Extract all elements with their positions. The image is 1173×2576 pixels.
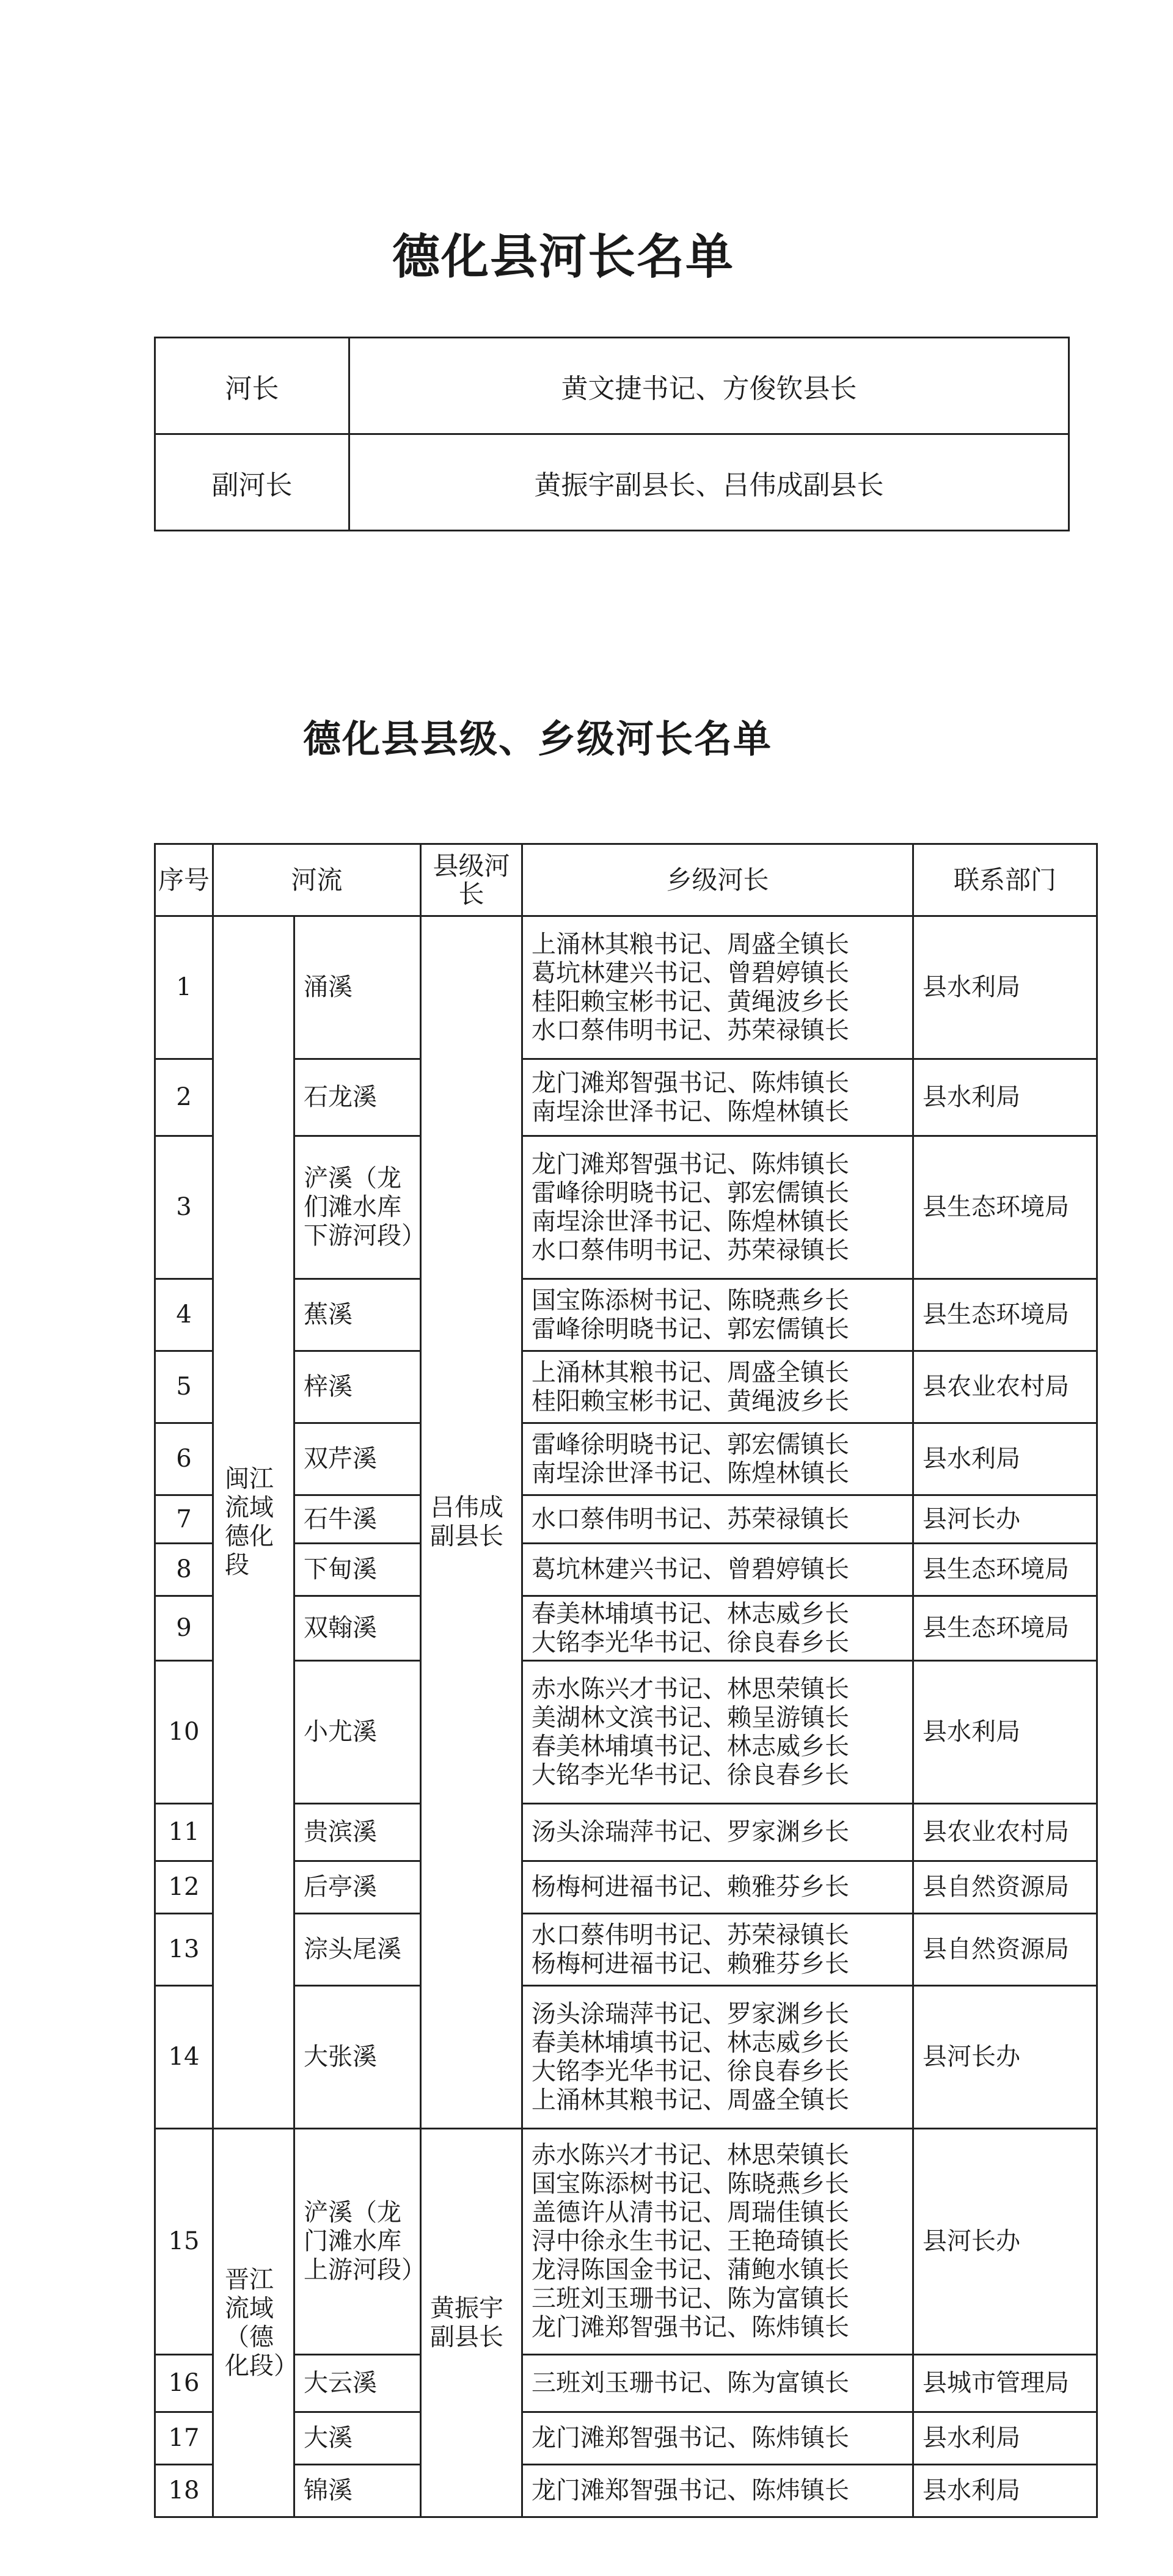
contact-dept: 县水利局 [913,916,1097,1059]
town-chief-line: 龙浔陈国金书记、蒲鲍水镇长 [532,2256,850,2284]
river-chief-table [154,337,1070,531]
river-name: 后亭溪 [294,1861,421,1914]
county-town-river-chief-table [154,843,1098,2518]
town-chief-line: 汤头涂瑞萍书记、罗家渊乡长 [532,1999,850,2028]
row-number: 12 [155,1861,213,1914]
river-name: 蕉溪 [294,1279,421,1351]
river-name: 小尤溪 [294,1661,421,1804]
row-number: 17 [155,2412,213,2465]
contact-dept: 县水利局 [913,1661,1097,1804]
page-title: 德化县河长名单 [392,229,734,285]
table-row [155,1136,1097,1279]
river-name: 大张溪 [294,1986,421,2129]
town-chief-line: 南埕涂世泽书记、陈煌林镇长 [532,1207,850,1236]
row-number: 3 [155,1136,213,1279]
names-cell: 黄振宇副县长、吕伟成副县长 [349,434,1069,531]
contact-dept: 县水利局 [913,1059,1097,1136]
town-chief-line: 水口蔡伟明书记、苏荣禄镇长 [532,1236,850,1264]
river-name: 贵滨溪 [294,1804,421,1861]
town-chief-line: 大铭李光华书记、徐良春乡长 [532,2057,850,2085]
table-row [155,434,1069,531]
town-chief-cell [522,916,913,1059]
town-chief-line: 三班刘玉珊书记、陈为富镇长 [532,2285,850,2313]
town-chief-cell [522,2129,913,2355]
town-chief-line: 大铭李光华书记、徐良春乡长 [532,1628,850,1657]
row-number: 9 [155,1596,213,1661]
town-chief-line: 汤头涂瑞萍书记、罗家渊乡长 [532,1818,850,1846]
town-chief-line: 龙门滩郑智强书记、陈炜镇长 [532,1150,850,1178]
river-name: 浐溪（龙们滩水库下游河段） [294,1136,421,1279]
header-town-chief: 乡级河长 [522,844,913,916]
town-chief-cell [522,1351,913,1423]
town-chief-cell [522,1544,913,1596]
table-row [155,2129,1097,2355]
table-row [155,2412,1097,2465]
contact-dept: 县水利局 [913,2465,1097,2517]
basin-cell: 闽江流域德化段 [213,916,294,2129]
town-chief-cell [522,1986,913,2129]
names-cell: 黄文捷书记、方俊钦县长 [349,338,1069,434]
table-row [155,1423,1097,1495]
table-row [155,1596,1097,1661]
header-number: 序号 [155,844,213,916]
row-number: 7 [155,1495,213,1544]
town-chief-line: 南埕涂世泽书记、陈煌林镇长 [532,1459,850,1487]
row-number: 18 [155,2465,213,2517]
contact-dept: 县生态环境局 [913,1279,1097,1351]
town-chief-line: 三班刘玉珊书记、陈为富镇长 [532,2369,850,2397]
town-chief-line: 雷峰徐明晓书记、郭宏儒镇长 [532,1178,850,1207]
contact-dept: 县自然资源局 [913,1914,1097,1986]
contact-dept: 县农业农村局 [913,1351,1097,1423]
town-chief-line: 雷峰徐明晓书记、郭宏儒镇长 [532,1430,850,1459]
town-chief-line: 桂阳赖宝彬书记、黄绳波乡长 [532,1387,850,1415]
contact-dept: 县城市管理局 [913,2355,1097,2412]
table-row [155,1351,1097,1423]
town-chief-line: 春美林埔填书记、林志威乡长 [532,2028,850,2057]
contact-dept: 县农业农村局 [913,1804,1097,1861]
town-chief-line: 上涌林其粮书记、周盛全镇长 [532,930,850,958]
row-number: 4 [155,1279,213,1351]
river-name: 石牛溪 [294,1495,421,1544]
row-number: 5 [155,1351,213,1423]
table-row [155,2465,1097,2517]
river-name: 锦溪 [294,2465,421,2517]
town-chief-cell [522,2355,913,2412]
town-chief-line: 水口蔡伟明书记、苏荣禄镇长 [532,1016,850,1045]
contact-dept: 县生态环境局 [913,1136,1097,1279]
town-chief-line: 赤水陈兴才书记、林思荣镇长 [532,2141,850,2169]
river-name: 下甸溪 [294,1544,421,1596]
town-chief-line: 雷峰徐明晓书记、郭宏儒镇长 [532,1315,850,1343]
row-number: 6 [155,1423,213,1495]
table-row [155,1914,1097,1986]
river-name: 淙头尾溪 [294,1914,421,1986]
contact-dept: 县河长办 [913,2129,1097,2355]
table-row [155,1279,1097,1351]
table-row [155,916,1097,1059]
table-row [155,1059,1097,1136]
town-chief-cell [522,1861,913,1914]
town-chief-line: 桂阳赖宝彬书记、黄绳波乡长 [532,987,850,1016]
town-chief-line: 水口蔡伟明书记、苏荣禄镇长 [532,1921,850,1949]
river-name: 梓溪 [294,1351,421,1423]
river-name: 大溪 [294,2412,421,2465]
contact-dept: 县河长办 [913,1495,1097,1544]
town-chief-line: 南埕涂世泽书记、陈煌林镇长 [532,1097,850,1126]
table-row [155,1861,1097,1914]
town-chief-line: 春美林埔填书记、林志威乡长 [532,1599,850,1628]
row-number: 15 [155,2129,213,2355]
town-chief-cell [522,1279,913,1351]
town-chief-line: 龙门滩郑智强书记、陈炜镇长 [532,2313,850,2341]
river-name: 石龙溪 [294,1059,421,1136]
town-chief-line: 杨梅柯进福书记、赖雅芬乡长 [532,1873,850,1901]
town-chief-line: 上涌林其粮书记、周盛全镇长 [532,1358,850,1387]
town-chief-line: 龙门滩郑智强书记、陈炜镇长 [532,1068,850,1097]
town-chief-line: 上涌林其粮书记、周盛全镇长 [532,2085,850,2114]
river-name: 双芹溪 [294,1423,421,1495]
contact-dept: 县河长办 [913,1986,1097,2129]
town-chief-cell [522,1136,913,1279]
county-chief-cell: 吕伟成副县长 [421,916,522,2129]
header-contact-dept: 联系部门 [913,844,1097,916]
table-row [155,1804,1097,1861]
contact-dept: 县水利局 [913,2412,1097,2465]
town-chief-line: 水口蔡伟明书记、苏荣禄镇长 [532,1505,850,1533]
town-chief-line: 浔中徐永生书记、王艳琦镇长 [532,2227,850,2255]
row-number: 10 [155,1661,213,1804]
row-number: 13 [155,1914,213,1986]
town-chief-line: 葛坑林建兴书记、曾碧婷镇长 [532,958,850,987]
row-number: 2 [155,1059,213,1136]
contact-dept: 县自然资源局 [913,1861,1097,1914]
basin-cell: 晋江流域（德化段） [213,2129,294,2517]
section-title: 德化县县级、乡级河长名单 [302,717,772,761]
contact-dept: 县生态环境局 [913,1544,1097,1596]
town-chief-line: 龙门滩郑智强书记、陈炜镇长 [532,2424,850,2452]
role-cell: 副河长 [155,434,349,531]
role-cell: 河长 [155,338,349,434]
town-chief-line: 国宝陈添树书记、陈晓燕乡长 [532,1286,850,1315]
table-row [155,1661,1097,1804]
table-row [155,1495,1097,1544]
row-number: 11 [155,1804,213,1861]
contact-dept: 县生态环境局 [913,1596,1097,1661]
county-chief-cell: 黄振宇副县长 [421,2129,522,2517]
town-chief-cell [522,2465,913,2517]
town-chief-cell [522,1495,913,1544]
town-chief-cell [522,1423,913,1495]
town-chief-cell [522,1661,913,1804]
town-chief-cell [522,1914,913,1986]
river-name: 涌溪 [294,916,421,1059]
contact-dept: 县水利局 [913,1423,1097,1495]
river-name: 浐溪（龙门滩水库上游河段） [294,2129,421,2355]
town-chief-line: 葛坑林建兴书记、曾碧婷镇长 [532,1555,850,1583]
table-row [155,1986,1097,2129]
table-row [155,1544,1097,1596]
row-number: 1 [155,916,213,1059]
river-name: 大云溪 [294,2355,421,2412]
table-row [155,338,1069,434]
town-chief-line: 赤水陈兴才书记、林思荣镇长 [532,1674,850,1703]
town-chief-cell [522,1059,913,1136]
town-chief-line: 春美林埔填书记、林志威乡长 [532,1732,850,1761]
town-chief-line: 美湖林文滨书记、赖呈游镇长 [532,1703,850,1732]
row-number: 8 [155,1544,213,1596]
town-chief-line: 杨梅柯进福书记、赖雅芬乡长 [532,1949,850,1978]
river-name: 双翰溪 [294,1596,421,1661]
table-header-row [155,844,1097,916]
town-chief-line: 盖德许从清书记、周瑞佳镇长 [532,2198,850,2227]
town-chief-line: 国宝陈添树书记、陈晓燕乡长 [532,2170,850,2198]
town-chief-cell [522,1596,913,1661]
header-county-chief: 县级河长 [421,844,522,916]
town-chief-cell [522,2412,913,2465]
row-number: 16 [155,2355,213,2412]
row-number: 14 [155,1986,213,2129]
header-river: 河流 [213,844,421,916]
town-chief-line: 大铭李光华书记、徐良春乡长 [532,1761,850,1789]
town-chief-cell [522,1804,913,1861]
town-chief-line: 龙门滩郑智强书记、陈炜镇长 [532,2476,850,2505]
